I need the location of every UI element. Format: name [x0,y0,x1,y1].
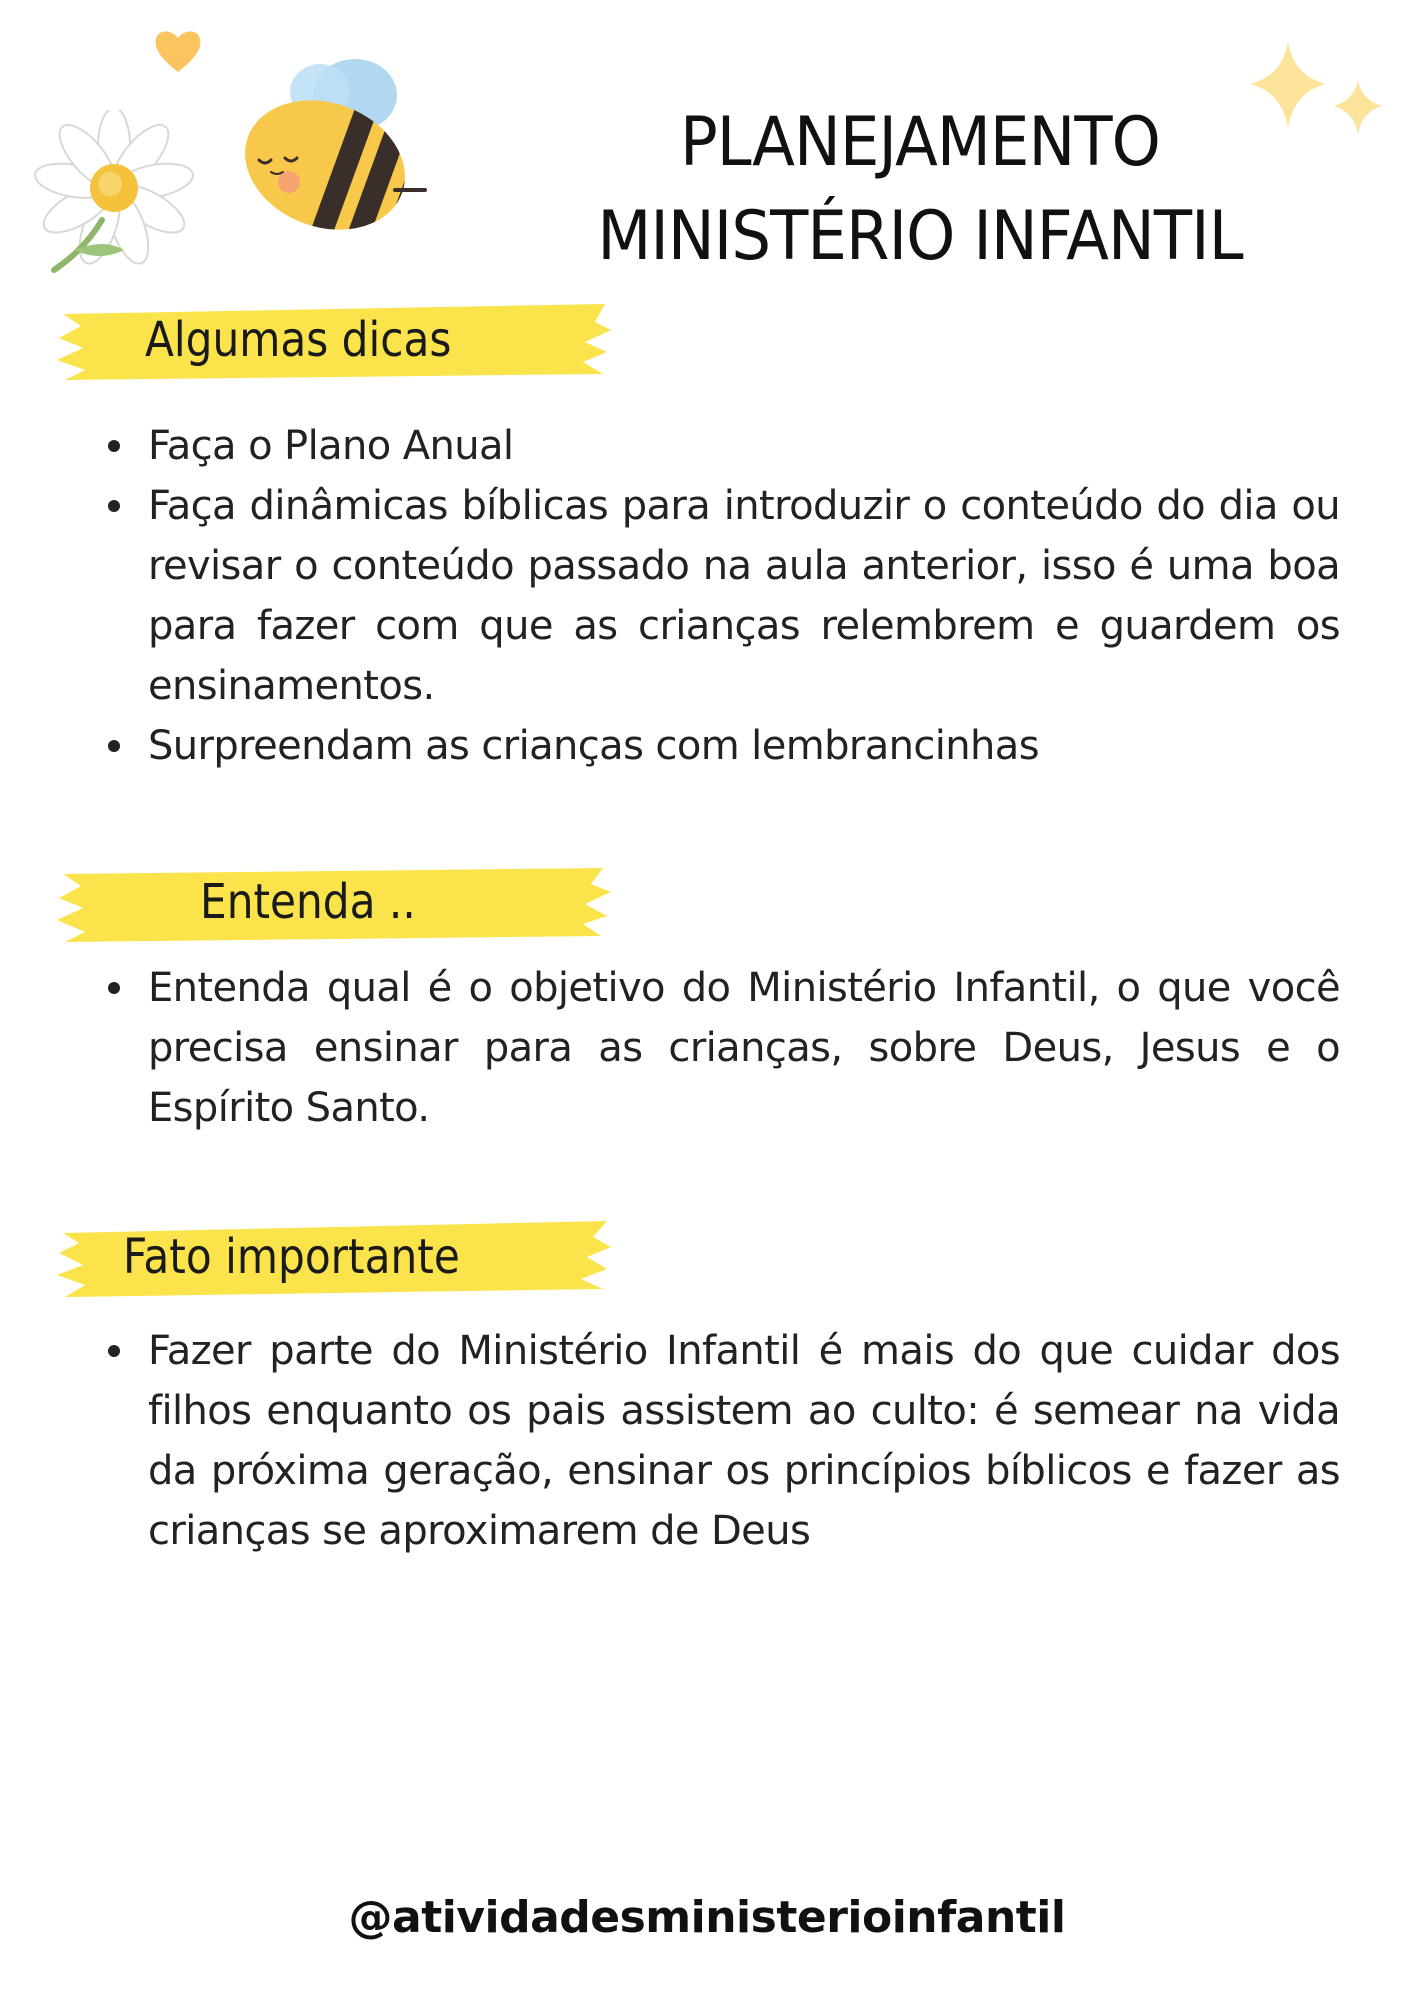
section-heading-tips [55,300,615,382]
section-heading-important-fact [55,1217,615,1299]
list-item-text: Fazer parte do Ministério Infantil é mais do que cuidar dos filhos enquanto os pais assistem ao culto: é semear na vida da próxima geração, ensinar os princípios bíblicos e fazer as crianças se aproximarem de Deus [148,1328,1340,1554]
bullet-dot [108,440,120,452]
section-heading-label: Entenda .. [200,874,416,930]
list-item-text: Faça dinâmicas bíblicas para introduzir o conteúdo do dia ou revisar o conteúdo passado na aula anterior, isso é uma boa para fazer com que as crianças relembrem e guardem os ensinamentos. [148,483,1340,709]
page-title [570,96,1269,284]
bullet-dot [108,740,120,752]
bullet-dot [108,500,120,512]
instagram-handle: @atividadesministerioinfantil [348,1892,1066,1943]
list-item [100,716,1340,776]
heart-icon [150,22,206,78]
section-heading-label: Algumas dicas [145,312,452,368]
list-item-text: Faça o Plano Anual [148,423,514,469]
bee-icon [225,40,435,240]
important-fact-list [100,1321,1340,1561]
daisy-flower-icon [14,110,210,274]
list-item-text: Surpreendam as crianças com lembrancinhas [148,723,1039,769]
bullet-dot [108,982,120,994]
title-line-1: PLANEJAMENTO [679,102,1161,182]
tips-list [100,416,1340,776]
section-heading-understand [55,862,615,944]
bullet-dot [108,1345,120,1357]
list-item-text: Entenda qual é o objetivo do Ministério Infantil, o que você precisa ensinar para as crianças, sobre Deus, Jesus e o Espírito Santo. [148,965,1340,1131]
list-item [100,1321,1340,1561]
section-heading-label: Fato importante [123,1229,460,1285]
understand-list [100,958,1340,1138]
list-item [100,476,1340,716]
list-item [100,958,1340,1138]
list-item [100,416,1340,476]
title-line-2: MINISTÉRIO INFANTIL [597,196,1243,276]
